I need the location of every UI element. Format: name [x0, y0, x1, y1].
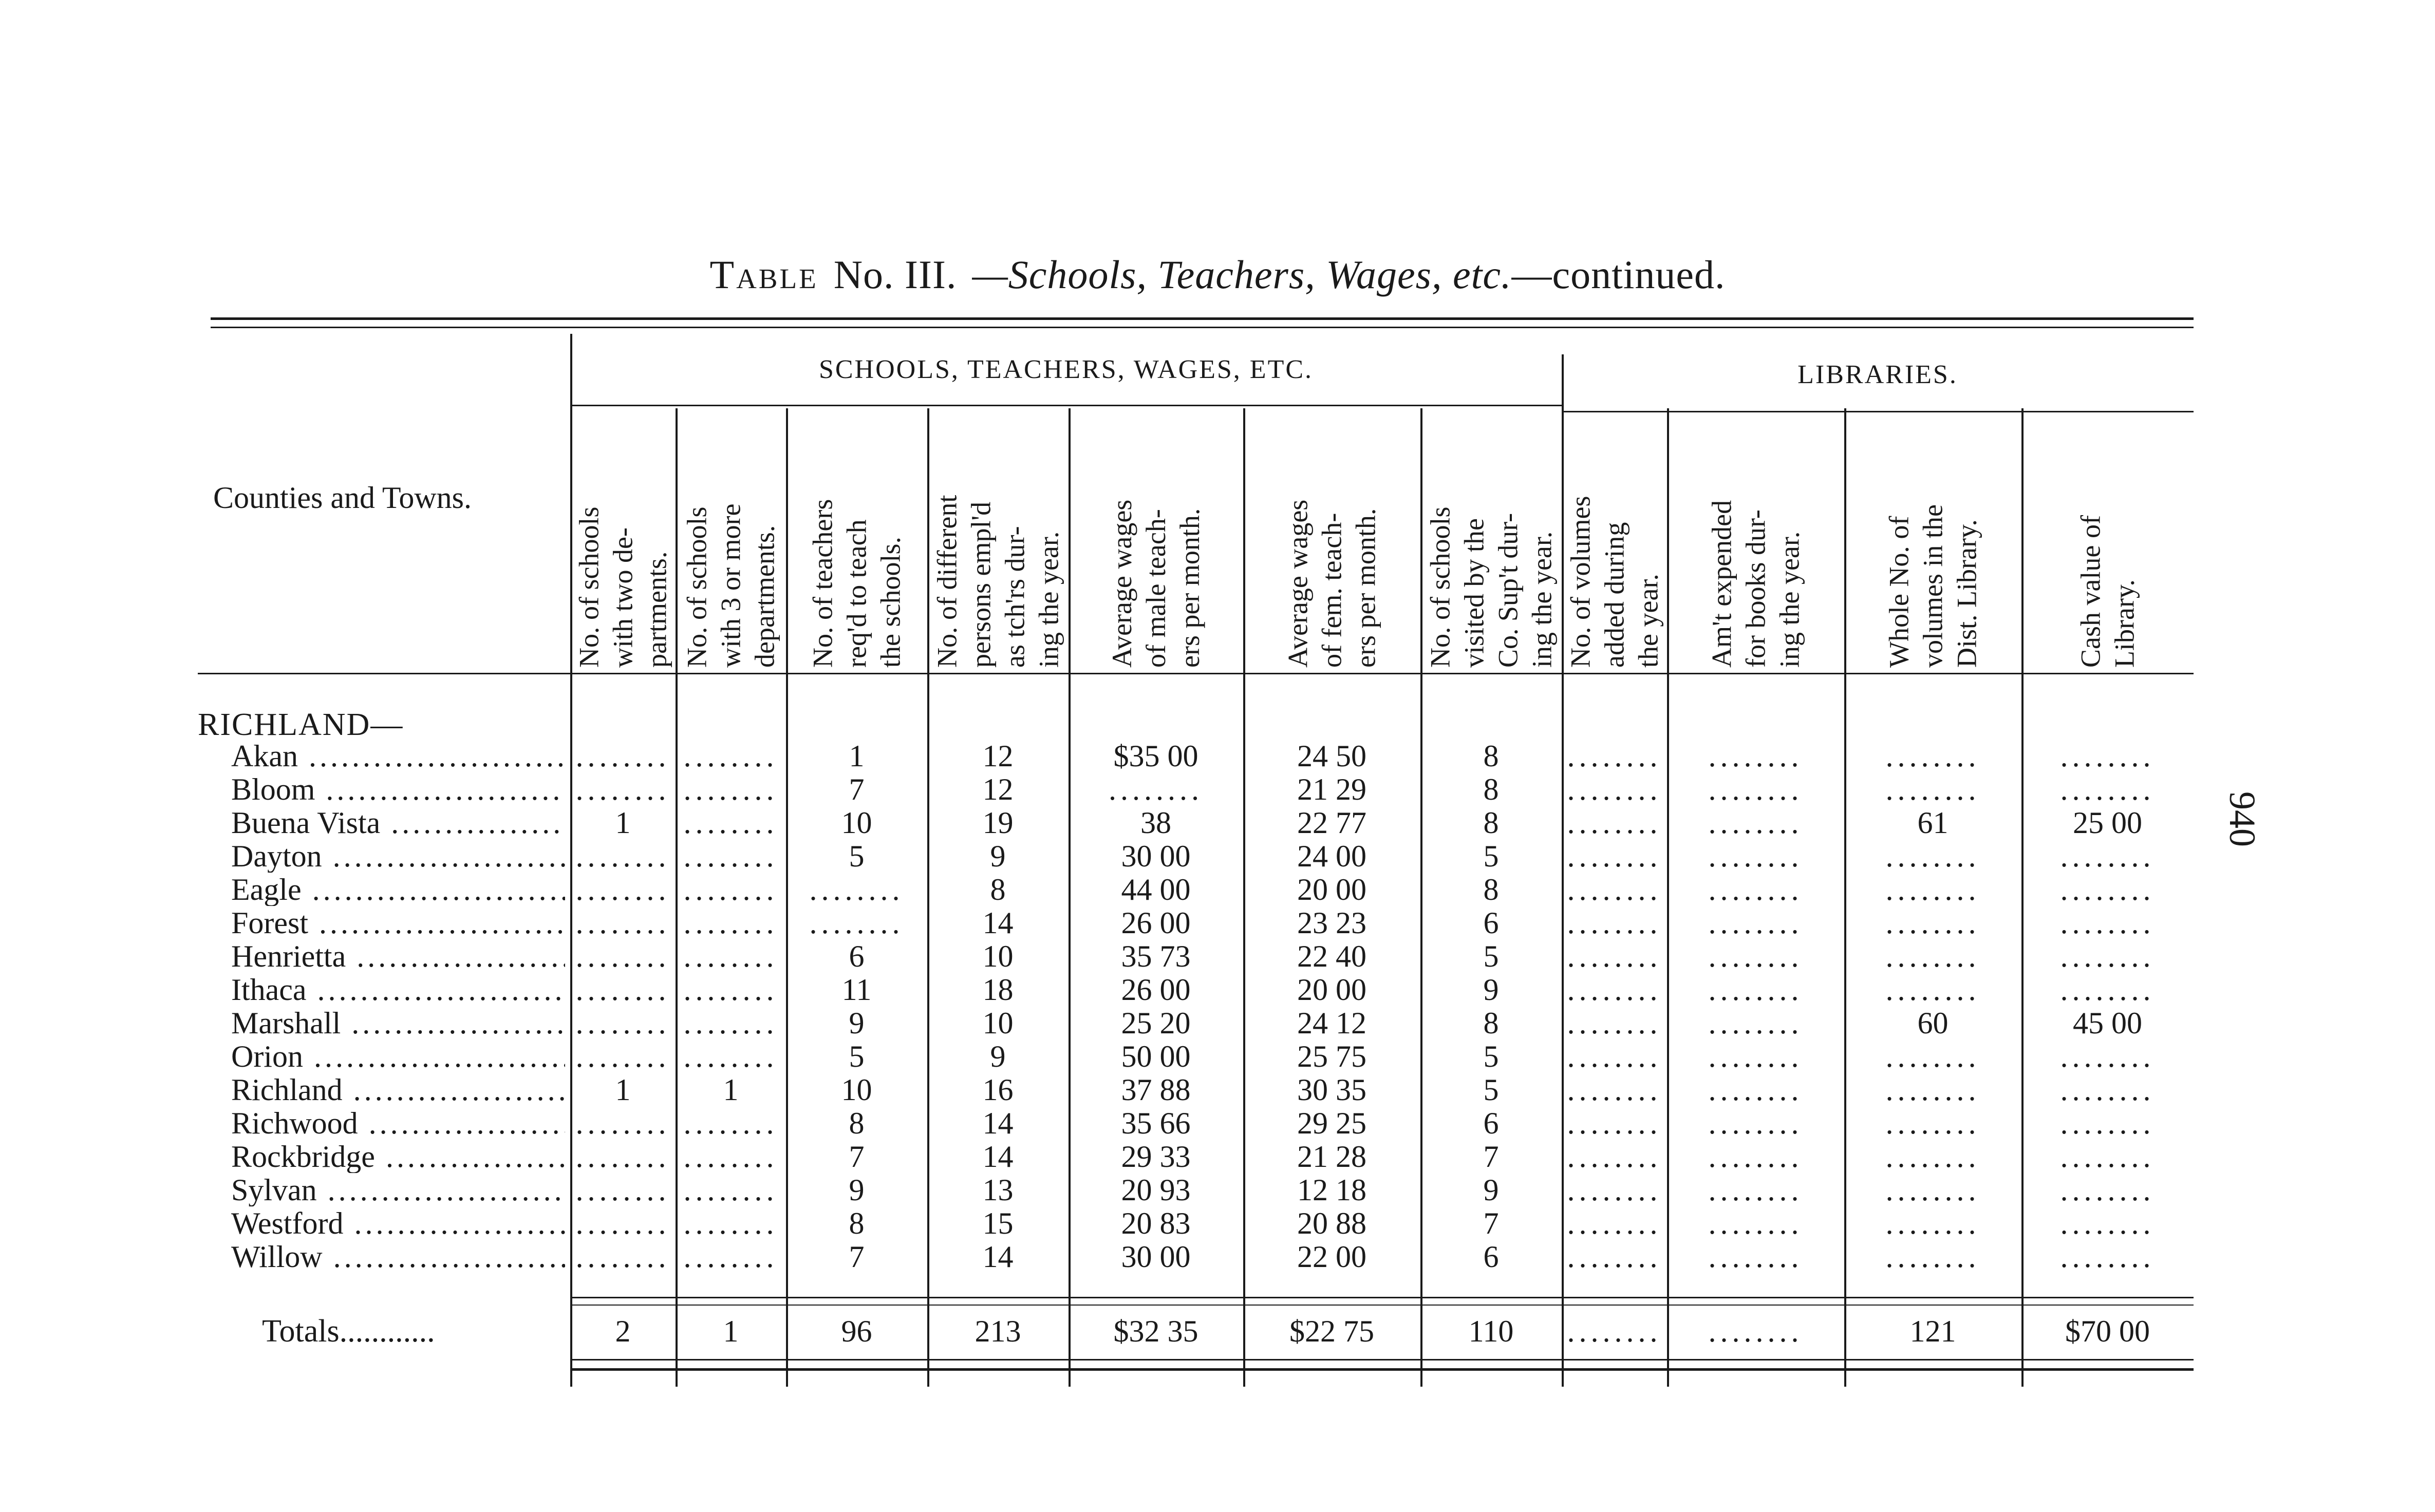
cell-col-4: 14	[982, 1240, 1014, 1274]
cell-col-1	[570, 1207, 676, 1240]
cell-col-3: 7	[849, 1240, 865, 1274]
town-name: Orion .....	[231, 1040, 565, 1073]
cell-col-9	[1667, 973, 1844, 1006]
cell-col-8	[1562, 973, 1667, 1006]
table-row	[0, 1240, 2435, 1273]
cell-col-2	[676, 773, 786, 806]
column-header-7: No. of schools visited by the Co. Sup't dur- ing the year.	[1425, 506, 1558, 668]
group-heading-schools: SCHOOLS, TEACHERS, WAGES, ETC.	[818, 355, 1314, 384]
cell-col-10	[1844, 1107, 2021, 1140]
column-header-5: Average wages of male teach- ers per month.	[1107, 499, 1205, 668]
column-header-3: No. of teachers req'd to teach the schools.	[807, 499, 906, 668]
cell-col-11	[2021, 1207, 2194, 1240]
cell-col-9	[1667, 873, 1844, 906]
cell-col-1	[570, 773, 676, 806]
totals-col-9	[1667, 1315, 1844, 1348]
table-row	[0, 1140, 2435, 1173]
cell-col-7: 9	[1483, 973, 1499, 1007]
totals-col-8	[1562, 1315, 1667, 1348]
cell-col-3	[786, 906, 927, 939]
cell-col-10	[1844, 1174, 2021, 1206]
table-row	[0, 940, 2435, 973]
cell-col-10	[1844, 740, 2021, 772]
cell-col-1	[570, 1007, 676, 1040]
cell-col-8	[1562, 940, 1667, 973]
cell-col-2: 1	[723, 1073, 739, 1107]
cell-col-7: 8	[1483, 873, 1499, 906]
cell-col-3: 5	[849, 1040, 865, 1073]
cell-col-4: 14	[982, 1140, 1014, 1174]
cell-col-7: 6	[1483, 906, 1499, 940]
cell-col-3: 10	[841, 1073, 872, 1107]
cell-col-1	[570, 1040, 676, 1073]
column-header-10: Whole No. of volumes in the Dist. Library.	[1883, 504, 1982, 668]
cell-col-6: 23 23	[1297, 906, 1366, 940]
column-header-1: No. of schools with two de- partments.	[573, 506, 672, 668]
cell-col-10	[1844, 773, 2021, 806]
cell-col-9	[1667, 1240, 1844, 1273]
column-header-9: Am't expended for books dur- ing the year.	[1706, 500, 1805, 668]
cell-col-7: 5	[1483, 839, 1499, 873]
cell-col-10	[1844, 1240, 2021, 1273]
cell-col-4: 12	[982, 772, 1014, 806]
cell-col-10	[1844, 1073, 2021, 1106]
cell-col-6: 12 18	[1297, 1173, 1366, 1207]
table-row	[0, 806, 2435, 839]
top-rule-inner	[211, 327, 2194, 328]
cell-col-4: 14	[982, 1106, 1014, 1140]
cell-col-10: 61	[1917, 806, 1949, 840]
cell-col-8	[1562, 1240, 1667, 1273]
totals-col-11: $70 00	[2065, 1314, 2150, 1348]
cell-col-6: 21 28	[1297, 1140, 1366, 1174]
cell-col-1: 1	[615, 1073, 631, 1107]
cell-col-9	[1667, 1140, 1844, 1173]
cell-col-11	[2021, 1073, 2194, 1106]
bottom-rule	[570, 1359, 2194, 1360]
town-name: Bloom .....	[231, 773, 565, 806]
cell-col-3: 9	[849, 1173, 865, 1207]
town-name: Eagle .....	[231, 873, 565, 906]
cell-col-7: 5	[1483, 939, 1499, 973]
cell-col-8	[1562, 1073, 1667, 1106]
totals-label-text: Totals	[262, 1315, 340, 1348]
cell-col-10	[1844, 1140, 2021, 1173]
cell-col-4: 9	[990, 1040, 1006, 1073]
cell-col-2	[676, 873, 786, 906]
cell-col-8	[1562, 1007, 1667, 1040]
totals-top-rule-inner	[570, 1305, 2194, 1306]
bottom-rule-inner	[570, 1368, 2194, 1371]
table-row	[0, 840, 2435, 873]
cell-col-1	[570, 1240, 676, 1273]
cell-col-5: 37 88	[1121, 1073, 1191, 1107]
cell-col-2	[676, 1140, 786, 1173]
cell-col-9	[1667, 1107, 1844, 1140]
cell-col-3: 7	[849, 772, 865, 806]
cell-col-3: 8	[849, 1206, 865, 1240]
cell-col-11	[2021, 840, 2194, 873]
section-richland: RICHLAND—	[198, 707, 404, 742]
town-name: Richland .....	[231, 1073, 565, 1106]
table-row	[0, 1040, 2435, 1073]
cell-col-11	[2021, 740, 2194, 772]
cell-col-5: 26 00	[1121, 973, 1191, 1007]
cell-col-4: 16	[982, 1073, 1014, 1107]
town-name: Buena Vista .....	[231, 806, 565, 839]
cell-col-7: 8	[1483, 1006, 1499, 1040]
cell-col-2	[676, 1007, 786, 1040]
cell-col-1	[570, 906, 676, 939]
cell-col-3: 8	[849, 1106, 865, 1140]
cell-col-10	[1844, 906, 2021, 939]
table-row	[0, 740, 2435, 772]
cell-col-1	[570, 973, 676, 1006]
cell-col-10	[1844, 840, 2021, 873]
cell-col-9	[1667, 1174, 1844, 1206]
cell-col-6: 20 88	[1297, 1206, 1366, 1240]
town-name: Willow .....	[231, 1240, 565, 1273]
group-rule-schools	[570, 405, 1562, 406]
town-name: Westford .....	[231, 1207, 565, 1240]
town-name: Ithaca .....	[231, 973, 565, 1006]
cell-col-3: 11	[841, 973, 872, 1007]
cell-col-11: 45 00	[2073, 1006, 2142, 1040]
cell-col-2	[676, 1240, 786, 1273]
cell-col-5: $35 00	[1113, 739, 1198, 773]
town-name: Richwood .....	[231, 1107, 565, 1140]
cell-col-7: 8	[1483, 739, 1499, 773]
cell-col-10	[1844, 940, 2021, 973]
cell-col-7: 6	[1483, 1240, 1499, 1274]
cell-col-2	[676, 740, 786, 772]
cell-col-1: 1	[615, 806, 631, 840]
cell-col-5: 35 66	[1121, 1106, 1191, 1140]
cell-col-5: 29 33	[1121, 1140, 1191, 1174]
cell-col-4: 18	[982, 973, 1014, 1007]
group-heading-libraries: LIBRARIES.	[1797, 360, 1958, 389]
cell-col-3: 9	[849, 1006, 865, 1040]
cell-col-6: 20 00	[1297, 973, 1366, 1007]
cell-col-5: 25 20	[1121, 1006, 1191, 1040]
cell-col-11	[2021, 873, 2194, 906]
cell-col-2	[676, 1174, 786, 1206]
cell-col-2	[676, 1207, 786, 1240]
cell-col-7: 5	[1483, 1073, 1499, 1107]
cell-col-8	[1562, 740, 1667, 772]
cell-col-4: 19	[982, 806, 1014, 840]
cell-col-5: 20 83	[1121, 1206, 1191, 1240]
cell-col-10	[1844, 973, 2021, 1006]
town-name: Forest .....	[231, 906, 565, 939]
cell-col-8	[1562, 1107, 1667, 1140]
cell-col-7: 7	[1483, 1206, 1499, 1240]
totals-top-rule	[570, 1297, 2194, 1298]
cell-col-8	[1562, 840, 1667, 873]
town-name: Dayton .....	[231, 840, 565, 873]
cell-col-11	[2021, 1174, 2194, 1206]
cell-col-7: 6	[1483, 1106, 1499, 1140]
table-title	[0, 241, 2435, 308]
cell-col-4: 10	[982, 939, 1014, 973]
town-name: Sylvan .....	[231, 1174, 565, 1206]
cell-col-8	[1562, 1174, 1667, 1206]
cell-col-6: 22 40	[1297, 939, 1366, 973]
cell-col-5: 20 93	[1121, 1173, 1191, 1207]
cell-col-11	[2021, 973, 2194, 1006]
cell-col-7: 9	[1483, 1173, 1499, 1207]
cell-col-8	[1562, 1040, 1667, 1073]
cell-col-1	[570, 1107, 676, 1140]
cell-col-9	[1667, 740, 1844, 772]
column-header-8: No. of volumes added during the year.	[1565, 496, 1664, 668]
cell-col-6: 20 00	[1297, 873, 1366, 906]
cell-col-2	[676, 906, 786, 939]
town-name: Marshall .....	[231, 1007, 565, 1040]
cell-col-3: 1	[849, 739, 865, 773]
town-name: Akan .....	[231, 740, 565, 772]
cell-col-7: 8	[1483, 772, 1499, 806]
cell-col-9	[1667, 773, 1844, 806]
cell-col-5	[1069, 773, 1243, 806]
cell-col-9	[1667, 806, 1844, 839]
totals-row	[0, 1315, 2435, 1348]
column-header-4: No. of different persons empl'd as tch'rs dur- ing the year.	[931, 495, 1064, 668]
cell-col-6: 29 25	[1297, 1106, 1366, 1140]
cell-col-5: 30 00	[1121, 1240, 1191, 1274]
cell-col-2	[676, 1040, 786, 1073]
cell-col-9	[1667, 906, 1844, 939]
cell-col-9	[1667, 1073, 1844, 1106]
cell-col-5: 26 00	[1121, 906, 1191, 940]
cell-col-7: 7	[1483, 1140, 1499, 1174]
cell-col-11: 25 00	[2073, 806, 2142, 840]
cell-col-6: 21 29	[1297, 772, 1366, 806]
cell-col-9	[1667, 1040, 1844, 1073]
cell-col-11	[2021, 1240, 2194, 1273]
cell-col-2	[676, 1107, 786, 1140]
totals-col-6: $22 75	[1289, 1314, 1374, 1348]
totals-col-5: $32 35	[1113, 1314, 1198, 1348]
cell-col-8	[1562, 1207, 1667, 1240]
cell-col-6: 24 12	[1297, 1006, 1366, 1040]
totals-col-10: 121	[1909, 1314, 1956, 1348]
table-row	[0, 1007, 2435, 1040]
column-header-11: Cash value of Library.	[2075, 515, 2140, 668]
totals-col-7: 110	[1468, 1314, 1514, 1348]
cell-col-6: 22 00	[1297, 1240, 1366, 1274]
totals-leader: ............	[339, 1315, 435, 1348]
table-row	[0, 973, 2435, 1006]
cell-col-3: 5	[849, 839, 865, 873]
cell-col-9	[1667, 840, 1844, 873]
cell-col-5: 38	[1140, 806, 1171, 840]
cell-col-9	[1667, 1007, 1844, 1040]
cell-col-4: 15	[982, 1206, 1014, 1240]
cell-col-10: 60	[1917, 1006, 1949, 1040]
town-name: Henrietta .....	[231, 940, 565, 973]
cell-col-4: 9	[990, 839, 1006, 873]
cell-col-6: 24 50	[1297, 739, 1366, 773]
cell-col-4: 10	[982, 1006, 1014, 1040]
cell-col-1	[570, 840, 676, 873]
table-row	[0, 1107, 2435, 1140]
cell-col-2	[676, 840, 786, 873]
cell-col-7: 5	[1483, 1040, 1499, 1073]
cell-col-5: 35 73	[1121, 939, 1191, 973]
table-row	[0, 1073, 2435, 1106]
column-header-2: No. of schools with 3 or more departments.	[681, 503, 780, 668]
cell-col-11	[2021, 773, 2194, 806]
cell-col-11	[2021, 940, 2194, 973]
cell-col-4: 8	[990, 873, 1006, 906]
column-header-6: Average wages of fem. teach- ers per month.	[1282, 499, 1381, 668]
cell-col-8	[1562, 906, 1667, 939]
cell-col-1	[570, 740, 676, 772]
totals-col-4: 213	[975, 1314, 1021, 1348]
table-row	[0, 873, 2435, 906]
title-suffix: —continued.	[1511, 252, 1726, 297]
totals-label	[262, 1315, 565, 1348]
cell-col-9	[1667, 940, 1844, 973]
table-row	[0, 1174, 2435, 1206]
cell-col-1	[570, 1140, 676, 1173]
cell-col-3	[786, 873, 927, 906]
cell-col-11	[2021, 1107, 2194, 1140]
cell-col-5: 50 00	[1121, 1040, 1191, 1073]
cell-col-11	[2021, 906, 2194, 939]
town-name: Rockbridge .....	[231, 1140, 565, 1173]
cell-col-1	[570, 873, 676, 906]
title-number: No. III.	[833, 252, 957, 297]
cell-col-8	[1562, 773, 1667, 806]
cell-col-6: 30 35	[1297, 1073, 1366, 1107]
cell-col-2	[676, 940, 786, 973]
totals-col-2: 1	[723, 1314, 739, 1348]
title-prefix: Table	[709, 252, 818, 297]
cell-col-6: 22 77	[1297, 806, 1366, 840]
cell-col-4: 12	[982, 739, 1014, 773]
cell-col-8	[1562, 873, 1667, 906]
cell-col-3: 6	[849, 939, 865, 973]
cell-col-2	[676, 973, 786, 1006]
cell-col-6: 24 00	[1297, 839, 1366, 873]
header-bottom-rule	[198, 673, 2194, 674]
table-row	[0, 1207, 2435, 1240]
counties-and-towns-heading: Counties and Towns.	[213, 481, 472, 515]
table-row	[0, 773, 2435, 806]
group-rule-libraries	[1562, 411, 2194, 412]
cell-col-2	[676, 806, 786, 839]
totals-col-3: 96	[841, 1314, 872, 1348]
cell-col-11	[2021, 1040, 2194, 1073]
title-subject: —Schools, Teachers, Wages, etc.	[972, 252, 1512, 297]
cell-col-10	[1844, 1040, 2021, 1073]
cell-col-9	[1667, 1207, 1844, 1240]
cell-col-8	[1562, 806, 1667, 839]
cell-col-7: 8	[1483, 806, 1499, 840]
cell-col-3: 10	[841, 806, 872, 840]
totals-col-1: 2	[615, 1314, 631, 1348]
cell-col-10	[1844, 873, 2021, 906]
cell-col-1	[570, 1174, 676, 1206]
cell-col-5: 30 00	[1121, 839, 1191, 873]
cell-col-11	[2021, 1140, 2194, 1173]
cell-col-4: 13	[982, 1173, 1014, 1207]
table-row	[0, 906, 2435, 939]
cell-col-6: 25 75	[1297, 1040, 1366, 1073]
cell-col-10	[1844, 1207, 2021, 1240]
cell-col-5: 44 00	[1121, 873, 1191, 906]
cell-col-4: 14	[982, 906, 1014, 940]
cell-col-3: 7	[849, 1140, 865, 1174]
cell-col-1	[570, 940, 676, 973]
top-rule	[211, 317, 2194, 320]
cell-col-8	[1562, 1140, 1667, 1173]
page-number: 940	[2222, 791, 2263, 847]
